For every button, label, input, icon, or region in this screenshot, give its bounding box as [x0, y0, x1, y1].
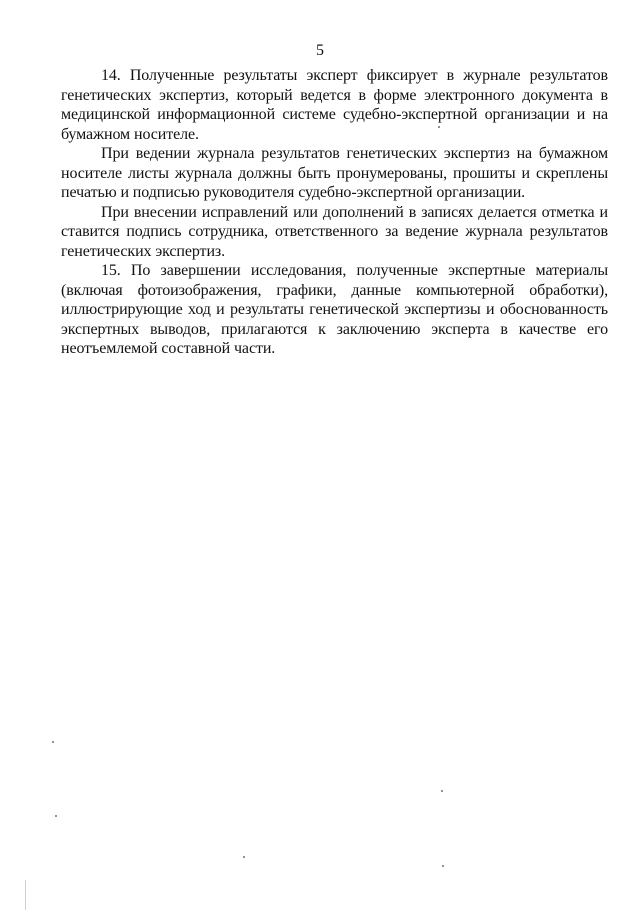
scan-speck — [441, 790, 443, 792]
paragraph-journal-paper: При ведении журнала результатов генетических экспертиз на бумажном носителе листы журнала должны быть пронумерованы, прошиты и скреплены печатью и подписью руководителя судебно-экспертной организации. — [61, 145, 608, 201]
scan-speck — [243, 856, 245, 858]
scan-edge-line — [25, 880, 26, 910]
scan-speck — [438, 126, 440, 128]
paragraph-corrections: При внесении исправлений или дополнений в записях делается отметка и ставится подпись сотрудника, ответственного за ведение журнала результатов генетических экспертиз. — [61, 203, 608, 260]
scan-speck — [442, 865, 444, 867]
document-body — [61, 66, 608, 359]
paragraph-15: 15. По завершении исследования, полученные экспертные материалы (включая фотоизображения, графики, данные компьютерной обработки), иллюстрирующие ход и результаты генетической экспертизы и обоснованность экспертных выводов, прилагаются к заключению эксперта в качестве его неотъемлемой составной части. — [61, 262, 608, 357]
page-number: 5 — [316, 42, 324, 59]
scan-speck — [52, 741, 54, 743]
paragraph-14: 14. Полученные результаты эксперт фиксирует в журнале результатов генетических экспертиз, который ведется в форме электронного документа в медицинской информационной системе судебно-экспертной организации и на бумажном носителе. — [61, 67, 608, 143]
scan-speck — [55, 815, 57, 817]
